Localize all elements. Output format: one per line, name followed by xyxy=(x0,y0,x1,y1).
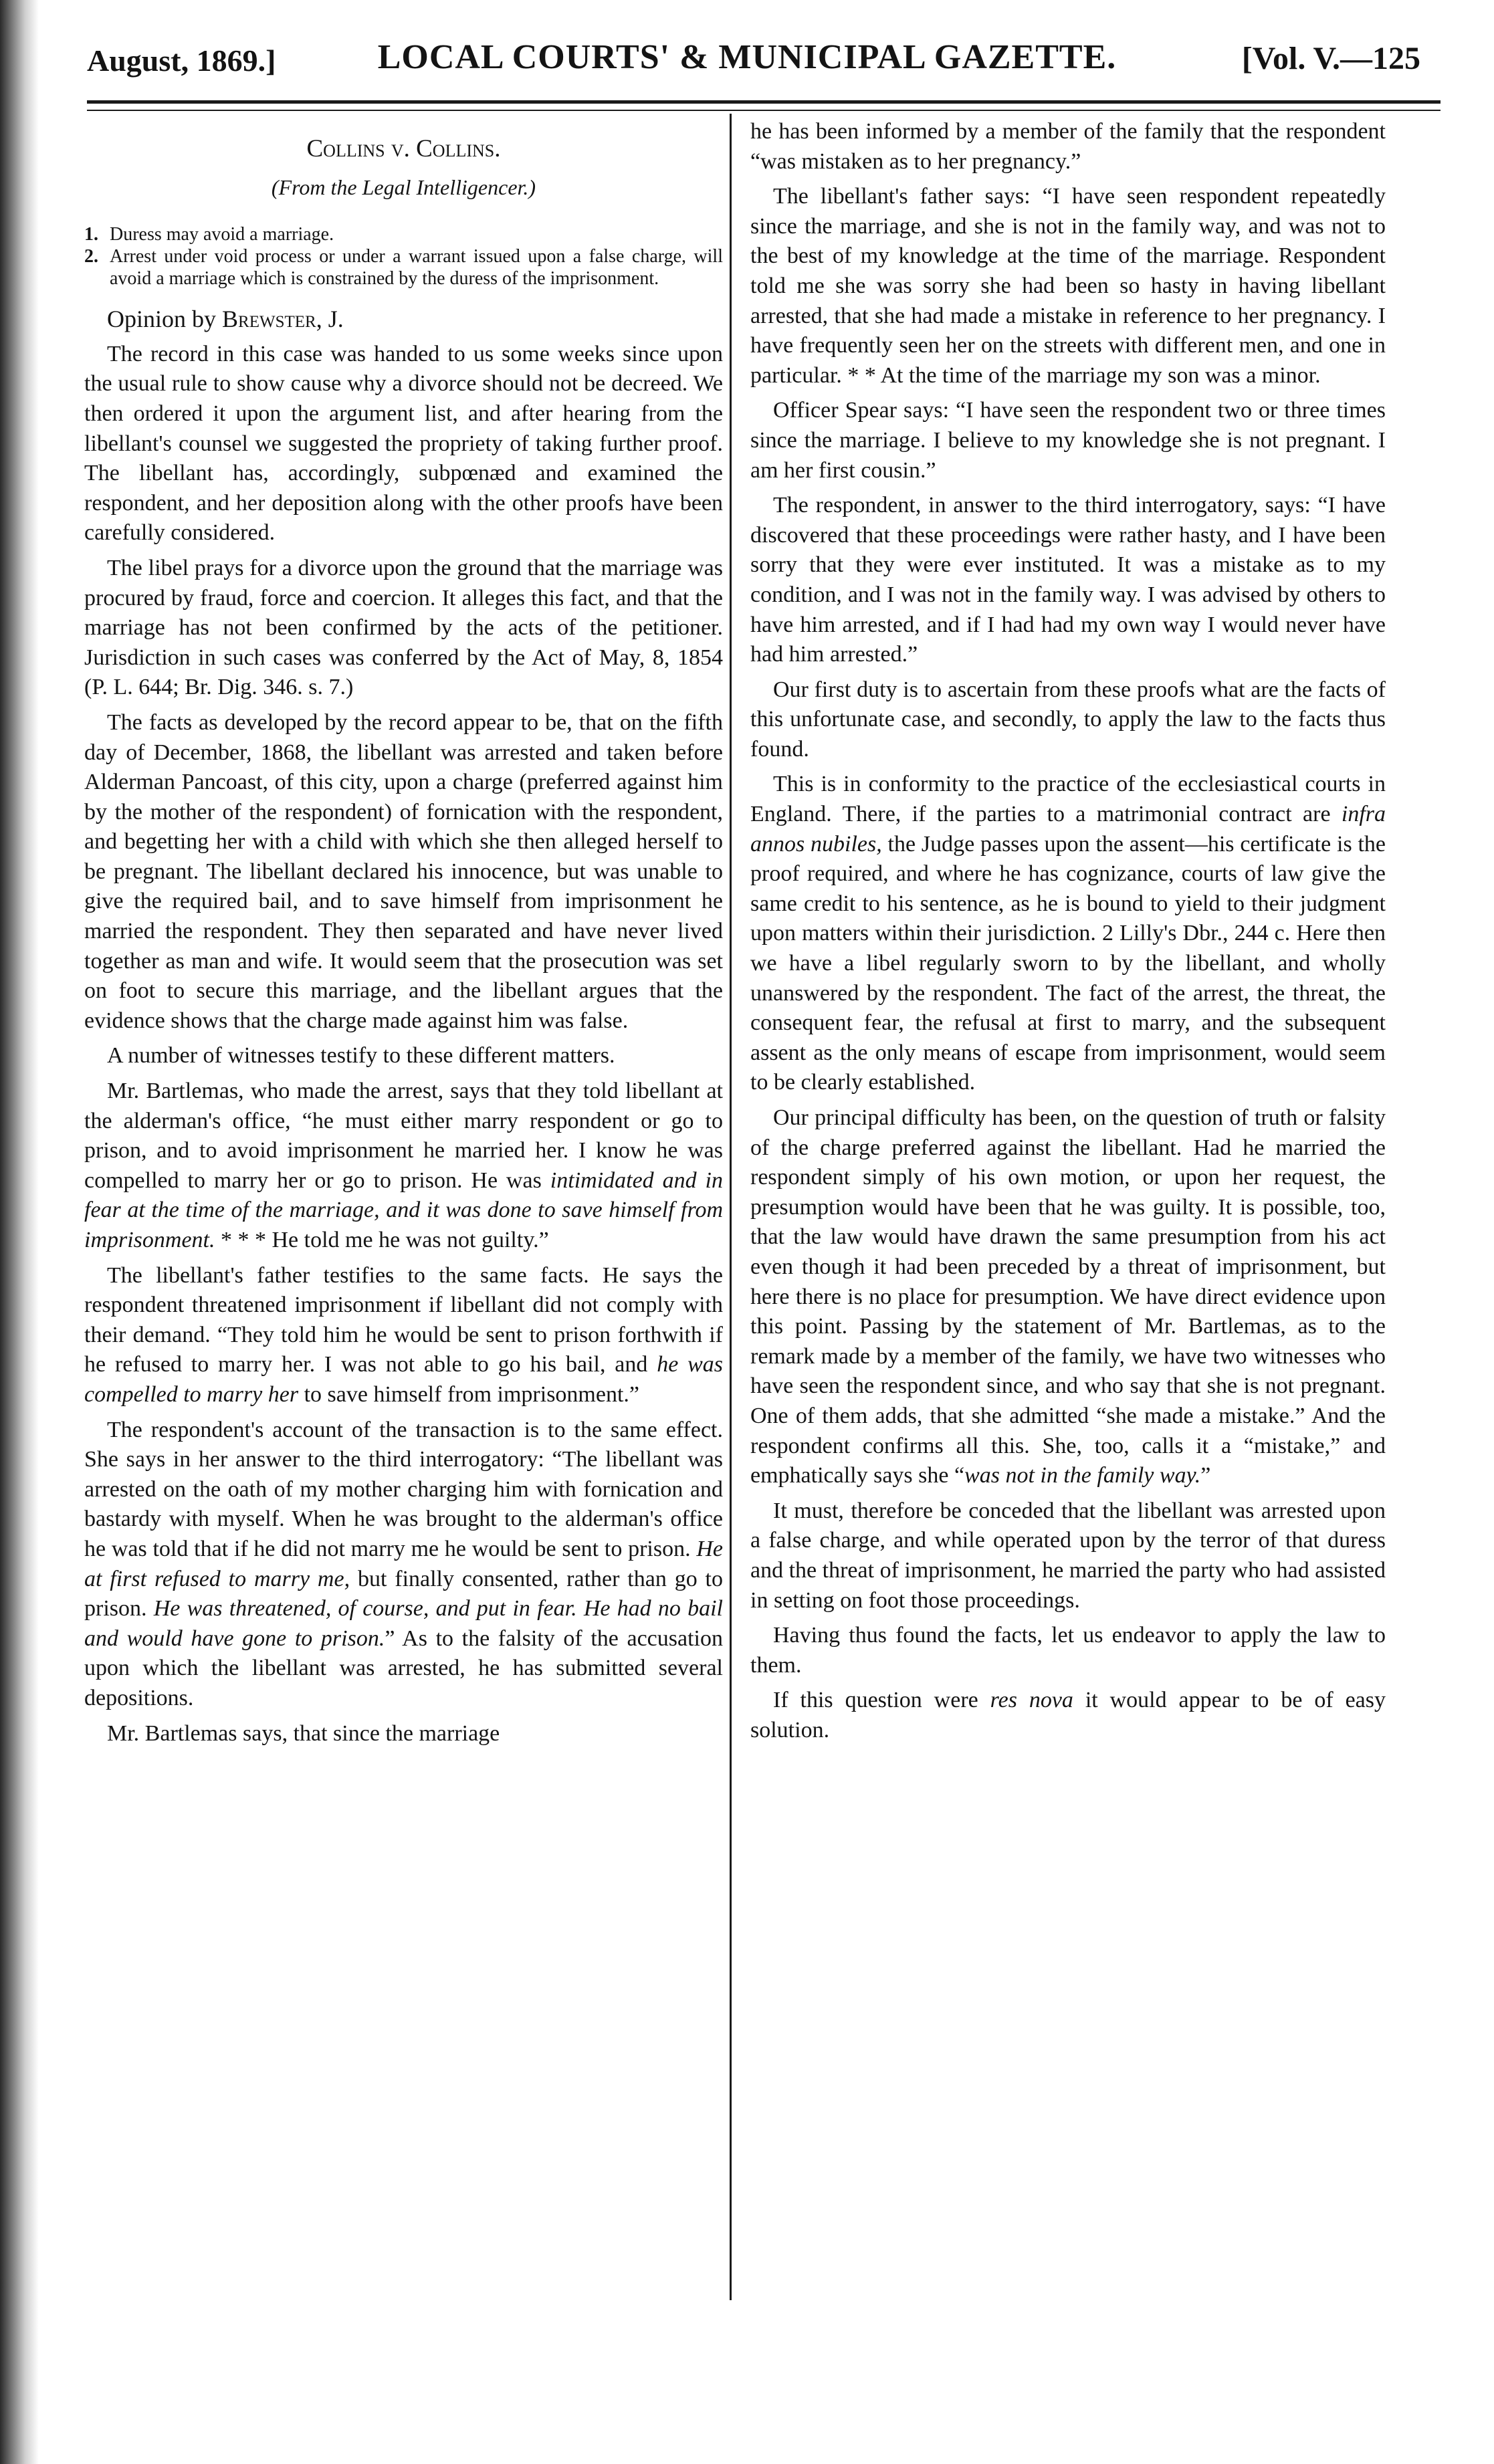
syllabus-list xyxy=(84,223,723,290)
paragraph: Having thus found the facts, let us endeavor to apply the law to them. xyxy=(750,1623,1386,1678)
paragraph: The facts as developed by the record appear to be, that on the fifth day of December, 1868, the libellant was arrested and taken before Alderman Pancoast, of this city, upon a charge (preferred against him by the mother of the respondent) of fornication with the respondent, and begetting her with a child with which she then alleged herself to be pregnant. The libellant declared his innocence, but was unable to give the required bail, and to save himself from imprisonment he married the respondent. They then separated and have never lived together as man and wife. It would seem that the prosecution was set on foot to secure this marriage, and the libellant argues that the evidence shows that the charge made against him was false. xyxy=(84,709,723,1033)
paragraph xyxy=(750,1103,1386,1491)
text-run: to save himself from imprisonment.” xyxy=(298,1381,640,1407)
opinion-heading xyxy=(84,304,723,334)
syllabus-item xyxy=(84,223,723,245)
syllabus-number: 2. xyxy=(84,246,98,267)
header-title: LOCAL COURTS' & MUNICIPAL GAZETTE. xyxy=(377,38,1117,76)
paragraph: he has been informed by a member of the family that the respondent “was mistaken as to her pregnancy.” xyxy=(750,119,1386,174)
text-run: ” As to the falsity of the accusation upon which the libellant was arrested, he has submitted several depositions. xyxy=(84,1626,723,1710)
italic-run: He at first refused to marry me, xyxy=(84,1536,723,1591)
syllabus-text: Arrest under void process or under a warrant issued upon a false charge, will avoid a marriage which is constrained by the duress of the imprisonment. xyxy=(110,246,723,290)
italic-run: res nova xyxy=(990,1688,1073,1713)
paragraph: The libel prays for a divorce upon the ground that the marriage was procured by fraud, force and coercion. It alleges this fact, and that the marriage has not been confirmed by the acts of the petitioner. Jurisdiction in such cases was conferred by the Act of May, 8, 1854 (P. L. 644; Br. Dig. 346. s. 7.) xyxy=(84,555,723,700)
italic-run: infra annos nubiles, xyxy=(750,802,1386,857)
header-date: August, 1869.] xyxy=(87,43,276,78)
paragraph xyxy=(84,1416,723,1714)
text-run: ” xyxy=(1200,1463,1211,1488)
left-column xyxy=(84,117,723,1754)
header-rule-thin xyxy=(87,110,1440,111)
syllabus-number: 1. xyxy=(84,224,98,245)
text-run: * * * He told me he was not guilty.” xyxy=(215,1228,549,1252)
paragraph: The respondent, in answer to the third interrogatory, says: “I have discovered that these proceedings were rather hasty, and I have been sorry that they were ever instituted. It was a mistake as to my condition, and I was not in the family way. I was advised by others to have him arrested, and if I had had my own way I would never have had him arrested.” xyxy=(750,493,1386,667)
paragraph: Mr. Bartlemas says, that since the marriage xyxy=(107,1720,500,1746)
paragraph xyxy=(84,1261,723,1410)
syllabus-text: Duress may avoid a marriage. xyxy=(110,224,334,245)
text-run: the Judge passes upon the assent—his certificate is the proof required, and where he has cognizance, courts of law give the same credit to his sentence, as he is bound to yield to their judgment upon matters within their jurisdiction. 2 Lilly's Dbr., 244 c. Here then we have a libel regularly sworn to by the libellant, and wholly unanswered by the respondent. The fact of the arrest, the threat, the consequent fear, the refusal at first to marry, and the subsequent assent as the only means of escape from imprisonment, would seem to be clearly established. xyxy=(750,831,1386,1095)
italic-run: he was compelled to marry her xyxy=(84,1352,724,1407)
header-volume: [Vol. V.—125 xyxy=(1241,41,1420,76)
scan-edge-shadow xyxy=(0,0,39,2464)
italic-run: intimidated and in fear at the time of the marriage, and it was done to save himself from imprisonment. xyxy=(84,1167,723,1252)
opinion-by-label: Opinion by xyxy=(107,306,217,333)
text-run: The libellant's father testifies to the same facts. He says the respondent threatened imprisonment if libellant did not comply with their demand. “They told him he would be sent to prison forthwith if he refused to marry her. I was not able to go his bail, and xyxy=(84,1262,723,1377)
text-run: it would appear to be of easy solution. xyxy=(750,1688,1386,1743)
judge-name: Brewster, J. xyxy=(222,306,344,333)
italic-run: was not in the family way. xyxy=(964,1463,1201,1488)
text-run: Our principal difficulty has been, on the question of truth or falsity of the charge preferred against the libellant. Had he married the respondent simply of his own motion, or upon her request, the presumption would have been that he was guilty. It is possible, too, that the law would have drawn the same presumption from his act even though it had been preceded by a threat of imprisonment, but here there is no place for presumption. We have direct evidence upon this point. Passing by the statement of Mr. Bartlemas, as to the remark made by a member of the family, we have two witnesses who have seen the respondent since, and who say that she is not pregnant. One of them adds, that she admitted “she made a mistake.” And the respondent confirms all this. She, too, calls it a “mistake,” and emphatically says she “ xyxy=(750,1105,1386,1488)
paragraph: The record in this case was handed to us some weeks since upon the usual rule to show cause why a divorce should not be decreed. We then ordered it upon the argument list, and after hearing from the libellant's counsel we suggested the propriety of taking further proof. The libellant has, accordingly, subpœnæd and examined the respondent, and her deposition along with the other proofs have been carefully considered. xyxy=(84,341,723,546)
text-run: but finally consented, rather than go to prison. xyxy=(84,1566,723,1621)
column-divider xyxy=(730,114,732,2300)
paragraph xyxy=(750,770,1386,1098)
paragraph: It must, therefore be conceded that the libellant was arrested upon a false charge, and while operated upon by the terror of that duress and the threat of imprisonment, he married the party who had assisted in setting on foot those proceedings. xyxy=(750,1498,1386,1613)
case-title: Collins v. Collins. xyxy=(306,135,501,162)
paragraph: A number of witnesses testify to these different matters. xyxy=(107,1043,615,1069)
paragraph: Our first duty is to ascertain from these proofs what are the facts of this unfortunate case, and secondly, to apply the law to the facts thus found. xyxy=(750,677,1386,762)
text-run: This is in conformity to the practice of the ecclesiastical courts in England. There, if the parties to a matrimonial contract are xyxy=(750,772,1386,827)
paragraph: Officer Spear says: “I have seen the respondent two or three times since the marriage. I believe to my knowledge she is not pregnant. I am her first cousin.” xyxy=(750,398,1386,483)
page-header xyxy=(74,31,1420,84)
text-run: The respondent's account of the transaction is to the same effect. She says in her answer to the third interrogatory: “The libellant was arrested on the oath of my mother charging him with fornication and bastardy with myself. When he was brought to the alderman's office he was told that if he did not marry me he would be sent to prison. xyxy=(84,1417,723,1561)
paragraph xyxy=(84,1077,723,1256)
header-rule-thick xyxy=(87,100,1440,104)
paragraph xyxy=(750,1686,1386,1745)
text-run: Mr. Bartlemas, who made the arrest, says that they told libellant at the alderman's office, “he must either marry respondent or go to prison, and to avoid imprisonment he married her. I know he was compelled to marry her or go to prison. He was xyxy=(84,1079,723,1193)
right-column xyxy=(750,117,1386,1751)
paragraph: The libellant's father says: “I have seen respondent repeatedly since the marriage, and she is not in the family way, and was not to the best of my knowledge at the time of the marriage. Respondent told me she was sorry she had been so hasty in having libellant arrested, that she had made a mistake in reference to her pregnancy. I have frequently seen her on the streets with different men, and one in particular. * * At the time of the marriage my son was a minor. xyxy=(750,184,1386,388)
case-source: (From the Legal Intelligencer.) xyxy=(271,175,536,199)
italic-run: He was threatened, of course, and put in fear. He had no bail and would have gone to prison. xyxy=(84,1596,723,1651)
text-run: If this question were xyxy=(773,1688,990,1713)
syllabus-item xyxy=(84,245,723,290)
